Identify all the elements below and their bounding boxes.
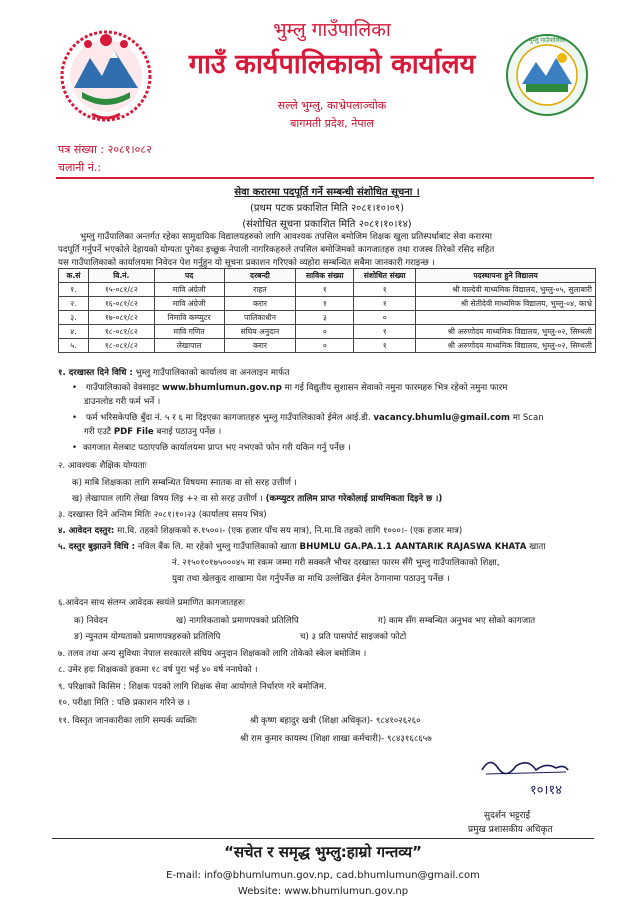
table-cell: करार [224, 297, 296, 311]
letterhead-divider [56, 177, 594, 179]
document-item: ङ) न्युनतम योग्यताको प्रमाणपत्रहरुको प्रतिलिपि [74, 632, 221, 642]
section-contact-title: ११. विस्तृत जानकारीका लागि सम्पर्क व्यक्तिः [58, 716, 197, 726]
table-cell: मावि अंग्रेजी [154, 283, 224, 297]
qualification-item: क) माबि शिक्षकका लागि सम्बन्धित विषयमा स्नातक वा सो सरह उत्तीर्ण । [72, 478, 297, 488]
table-cell: श्री अरुणोदय माध्यमिक विद्यालय, भुम्लु-०२, सिम्थली [416, 325, 596, 339]
table-row [59, 311, 596, 325]
table-header: पदस्थापना हुने विद्यालय [416, 269, 596, 283]
office-province: बागमती प्रदेश, नेपाल [290, 117, 374, 130]
section-salary: ७. तलव तथा अन्य सुविधाः नेपाल सरकारले संघिय अनुदान शिक्षकको लागि तोकेको स्केल बमोजिम । [58, 649, 367, 659]
contact-person: श्री राम कुमार कायस्थ (शिक्षा शाखा कर्मचारी)- ९८४३१६८६५७ [240, 734, 432, 744]
table-header: दरबन्दी [224, 269, 296, 283]
table-header: वि.नं. [88, 269, 154, 283]
table-cell [416, 311, 596, 325]
table-cell: ३ [296, 311, 354, 325]
table-cell: १ [296, 283, 354, 297]
footer-email[interactable]: E-mail: info@bhumlumun.gov.np, cad.bhumlumun@gmail.com [166, 870, 480, 881]
footer-slogan: “सचेत र समृद्ध भुम्लु:हाम्रो गन्तव्य” [224, 843, 422, 861]
office-address: सल्ले भुम्लु, काभ्रेपलाञ्चोक [277, 99, 387, 112]
svg-text:१०।१४: १०।१४ [530, 783, 562, 798]
bullet-item: • गाउँपालिकाको वेवसाइट www.bhumlumun.gov.np मा गई विद्युतीय सुशासन सेवाको नमुना फारमहरु भित्र रहेको नमुना फारम [72, 381, 507, 393]
intro-line: यस गाउँपालिकाको कार्यालयमा निवेदन पेश गर्नुहुन यो सूचना प्रकाशन गरिएको व्यहोरा सम्बन्धित सबैमा जानकारी गराइन्छ । [58, 258, 435, 268]
table-cell: श्री सेतीदेवी माध्यमिक विद्यालय, भुम्लु-०४, काभ्रे [416, 297, 596, 311]
revised-published-date: (संशोधित सूचना प्रकाशित मिति २०८१।१०।१४) [242, 219, 412, 230]
reference-number: पत्र संख्या : २०८१।०८२ [58, 143, 152, 156]
table-cell: लेखापाल [154, 339, 224, 353]
municipality-logo-icon [502, 20, 592, 130]
section-deadline: ३. दरखास्त दिने अन्तिम मितिः २०८१।१०।२३ (कार्यालय समय भित्र) [58, 510, 267, 520]
table-cell: मावि अंग्रेजी [154, 297, 224, 311]
table-row [59, 297, 596, 311]
bullet-item: • कागजात मेलबाट पठाएपछि कार्यालयमा प्राप्त भए नभएको फोन गरी यकिन गर्नु पर्नेछ । [72, 441, 351, 453]
website-link[interactable]: www.bhumlumun.gov.np [162, 383, 282, 393]
table-cell: १७-०८१/८२ [88, 311, 154, 325]
vacancy-table [58, 268, 596, 353]
table-cell: श्री वाल्देवी माध्यमिक विद्यालय, भुम्लु-०५, सुलाबारी [416, 283, 596, 297]
table-header: पद [154, 269, 224, 283]
table-cell: मावि गणित [154, 325, 224, 339]
section-title: १. दरखास्त दिने विधि : [58, 368, 133, 378]
table-cell: ० [296, 325, 354, 339]
table-cell: १ [354, 339, 416, 353]
notice-heading: सेवा करारमा पदपूर्ति गर्ने सम्बन्धी संशोधित सूचना । [234, 187, 420, 198]
table-cell: १८-०८१/८२ [88, 339, 154, 353]
footer-website[interactable]: Website: www.bhumlumun.gov.np [237, 886, 409, 897]
table-cell: १६-०८१/८२ [88, 297, 154, 311]
table-cell: निमावि कम्प्युटर [154, 311, 224, 325]
signatory-title: प्रमुख प्रशासकीय अधिकृत [468, 825, 553, 835]
payment-line: नं. २१५०१०१७५०००४५ मा रकम जम्मा गरी सक्कलै भौचर दरखास्त फारम सँगै भुम्लु गाउँपालिकाको शिक्षा, [172, 558, 500, 568]
notice-intro [58, 231, 596, 270]
section-age-limit: ८. उमेर हदः शिक्षकको हकमा १८ वर्ष पुरा भई ४० वर्ष ननाघेको । [58, 665, 258, 675]
section-text: भुम्लु गाउँपालिकाको कार्यालय वा अनलाइन मार्फत [135, 368, 290, 378]
table-cell: २. [59, 297, 89, 311]
table-cell: राहत [224, 283, 296, 297]
table-cell: पालिकाधीन [224, 311, 296, 325]
section-exam-date: १०. परीक्षा मिति : पछि प्रकाशन गरिने छ । [58, 698, 191, 708]
table-row [59, 339, 596, 353]
payment-line: युवा तथा खेलकुद शाखामा पेश गर्नुपर्नेछ वा माथि उल्लेखित ईमेल ठेगानामा पठाउनु पर्नेछ । [172, 574, 450, 584]
footer-divider [52, 838, 594, 839]
nepal-emblem-icon [52, 18, 160, 126]
document-item: क) निवेदन [74, 616, 108, 626]
svg-text:भुम्लु गाउँपालिका: भुम्लु गाउँपालिका [528, 37, 566, 44]
table-header: क.सं [59, 269, 89, 283]
table-cell: १ [354, 283, 416, 297]
table-cell: ० [354, 311, 416, 325]
table-cell: ३. [59, 311, 89, 325]
table-row [59, 283, 596, 297]
contact-person: श्री कृष्ण बहादुर खत्री (शिक्षा अधिकृत)- ९८४१०२६२६० [250, 716, 421, 726]
table-cell: १८-०८१/८२ [88, 325, 154, 339]
section-application-method [58, 366, 290, 378]
document-item: ग) काम सँग सम्बन्धित अनुभव भए सोको कागजात [378, 616, 536, 626]
table-cell: १५-०८१/८२ [88, 283, 154, 297]
bank-account-name: BHUMLU GA.PA.1.1 AANTARIK RAJASWA KHATA [299, 542, 527, 552]
bullet-continuation: गरी एउटै PDF File बनाई पठाउनु पर्नेछ । [84, 427, 222, 437]
table-cell: श्री अरुणोदय माध्यमिक विद्यालय, भुम्लु-०२, सिम्थली [416, 339, 596, 353]
bullet-item: • फर्म भरिसकेपछि बुँदा नं. ५ र ६ मा दिइएका कागजातहरु भुम्लु गाउँपालिकाको ईमेल आई.डी. vacancy.bhumlu@gmail.com मा Scan [72, 411, 544, 423]
section-documents-title: ६.आवेदन साथ संलग्न आवेदक स्वयंले प्रमाणित कागजातहरुः [58, 598, 245, 608]
intro-line: भुम्लु गाउँपालिका अन्तर्गत रहेका सामुदायिक विद्यालयहरुको लागि आवश्यक तपसिल बमोजिम शिक्षक खुला प्रतिस्पर्धाबाट सेवा करारमा [80, 232, 492, 242]
municipality-name: भुम्लु गाउँपालिका [273, 19, 391, 41]
table-header: साविक संख्या [296, 269, 354, 283]
table-row [59, 325, 596, 339]
table-cell: ५. [59, 339, 89, 353]
signature-icon [476, 752, 572, 800]
table-cell: १ [354, 325, 416, 339]
qualification-item: ख) लेखापाल लागि लेखा विषय लिइ +२ वा सो सरह उत्तीर्ण । (कम्प्युटर तालिम प्राप्त गरेकोलाई प्राथमिकता दिइने छ ।) [72, 494, 443, 504]
table-cell: ४. [59, 325, 89, 339]
table-cell: संघिय अनुदान [224, 325, 296, 339]
office-name: गाउँ कार्यपालिकाको कार्यालय [188, 49, 476, 80]
section-payment-method: ५. दस्तुर बुझाउने विधि : नविल बैंक लि. मा रहेको भुम्लु गाउँपालिकाको खाता BHUMLU GA.PA.1.1 AANTARIK RAJASWA KHATA खाता [58, 542, 546, 552]
signatory-name: सुदर्शन भट्टराई [484, 811, 530, 821]
dispatch-number: चलानी नं.: [58, 161, 102, 174]
table-cell: १. [59, 283, 89, 297]
section-application-fee: ४. आवेदन दस्तुर: मा.वि. तहको शिक्षकको रु.१५००।- (एक हजार पाँच सय मात्र), नि.मा.वि तहको लागि १०००।- (एक हजार मात्र) [58, 526, 463, 536]
section-exam-type: ९. परिक्षाको किसिम : शिक्षक पदको लागि शिक्षक सेवा आयोगले निर्धारण गरे बमोजिम. [58, 682, 327, 692]
first-published-date: (प्रथम पटक प्रकाशित मिति २०८१।१०।०९) [249, 203, 405, 214]
intro-line: पदपूर्ति गर्नुपर्ने भएकोले देहायको योग्यता पुगेका इच्छुक नेपाली नागरिकहरुले तपसिल बमोजिमको कागजातहरु तथा राजस्व तिरेको रसिद सहित [58, 245, 495, 255]
table-cell: ० [296, 339, 354, 353]
section-qualification-title: २. आवश्यक शैक्षिक योग्यताः [58, 461, 147, 471]
document-item: च) ३ प्रति पासपोर्ट साइजको फोटो [300, 632, 407, 642]
document-item: ख) नागरिकताको प्रमाणपत्रको प्रतिलिपि [176, 616, 299, 626]
table-cell: करार [224, 339, 296, 353]
table-cell: १ [354, 297, 416, 311]
vacancy-email-link[interactable]: vacancy.bhumlu@gmail.com [373, 413, 510, 423]
table-header-row [59, 269, 596, 283]
table-cell: १ [296, 297, 354, 311]
bullet-continuation: डाउनलोड गरी फर्म भर्ने । [84, 397, 161, 407]
table-header: संशोधित संख्या [354, 269, 416, 283]
